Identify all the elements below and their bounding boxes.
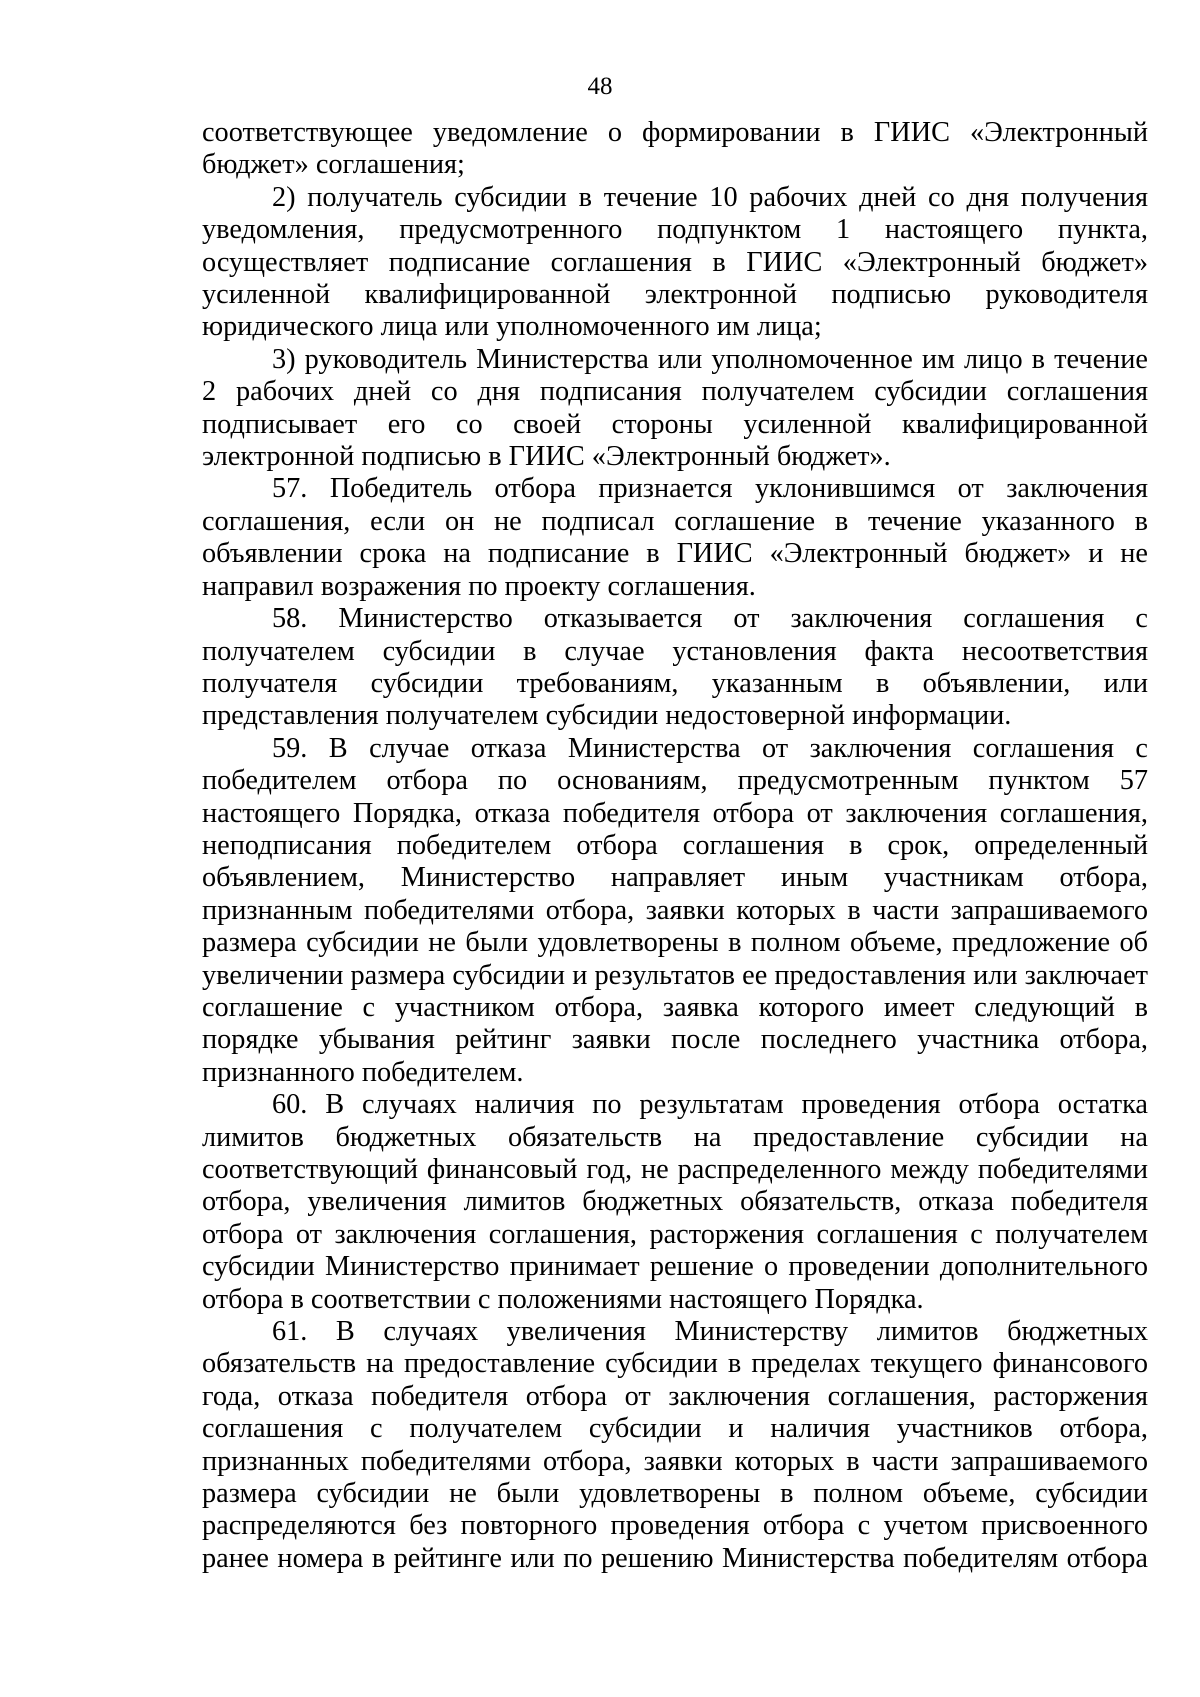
paragraph-item-58: 58. Министерство отказывается от заключения соглашения с получателем субсидии в случае установления факта несоответствия получателя субсидии требованиям, указанным в объявлении, или представления получателем субсидии недостоверной информации. — [202, 603, 1148, 732]
document-body — [202, 117, 1148, 1575]
paragraph-item-57: 57. Победитель отбора признается уклонившимся от заключения соглашения, если он не подписал соглашение в течение указанного в объявлении срока на подписание в ГИИС «Электронный бюджет» и не направил возражения по проекту соглашения. — [202, 473, 1148, 602]
paragraph-continuation: соответствующее уведомление о формировании в ГИИС «Электронный бюджет» соглашения; — [202, 117, 1148, 181]
paragraph-item-60: 60. В случаях наличия по результатам проведения отбора остатка лимитов бюджетных обязательств на предоставление субсидии на соответствующий финансовый год, не распределенного между победителями отбора, увеличения лимитов бюджетных обязательств, отказа победителя отбора от заключения соглашения, расторжения соглашения с получателем субсидии Министерство принимает решение о проведении дополнительного отбора в соответствии с положениями настоящего Порядка. — [202, 1089, 1148, 1315]
paragraph-item-59: 59. В случае отказа Министерства от заключения соглашения с победителем отбора по основаниям, предусмотренным пунктом 57 настоящего Порядка, отказа победителя отбора от заключения соглашения, неподписания победителем отбора соглашения в срок, определенный объявлением, Министерство направляет иным участникам отбора, признанным победителями отбора, заявки которых в части запрашиваемого размера субсидии не были удовлетворены в полном объеме, предложение об увеличении размера субсидии и результатов ее предоставления или заключает соглашение с участником отбора, заявка которого имеет следующий в порядке убывания рейтинг заявки после последнего участника отбора, признанного победителем. — [202, 732, 1148, 1088]
paragraph-item-61: 61. В случаях увеличения Министерству лимитов бюджетных обязательств на предоставление субсидии в пределах текущего финансового года, отказа победителя отбора от заключения соглашения, расторжения соглашения с получателем субсидии и наличия участников отбора, признанных победителями отбора, заявки которых в части запрашиваемого размера субсидии не были удовлетворены в полном объеме, субсидии распределяются без повторного проведения отбора с учетом присвоенного ранее номера в рейтинге или по решению Министерства победителям отбора — [202, 1316, 1148, 1574]
page-number: 48 — [587, 73, 613, 100]
paragraph-subitem-2: 2) получатель субсидии в течение 10 рабочих дней со дня получения уведомления, предусмотренного подпунктом 1 настоящего пункта, осуществляет подписание соглашения в ГИИС «Электронный бюджет» усиленной квалифицированной электронной подписью руководителя юридического лица или уполномоченного им лица; — [202, 181, 1148, 343]
paragraph-subitem-3: 3) руководитель Министерства или уполномоченное им лицо в течение 2 рабочих дней со дня подписания получателем субсидии соглашения подписывает его со своей стороны усиленной квалифицированной электронной подписью в ГИИС «Электронный бюджет». — [202, 343, 1148, 473]
